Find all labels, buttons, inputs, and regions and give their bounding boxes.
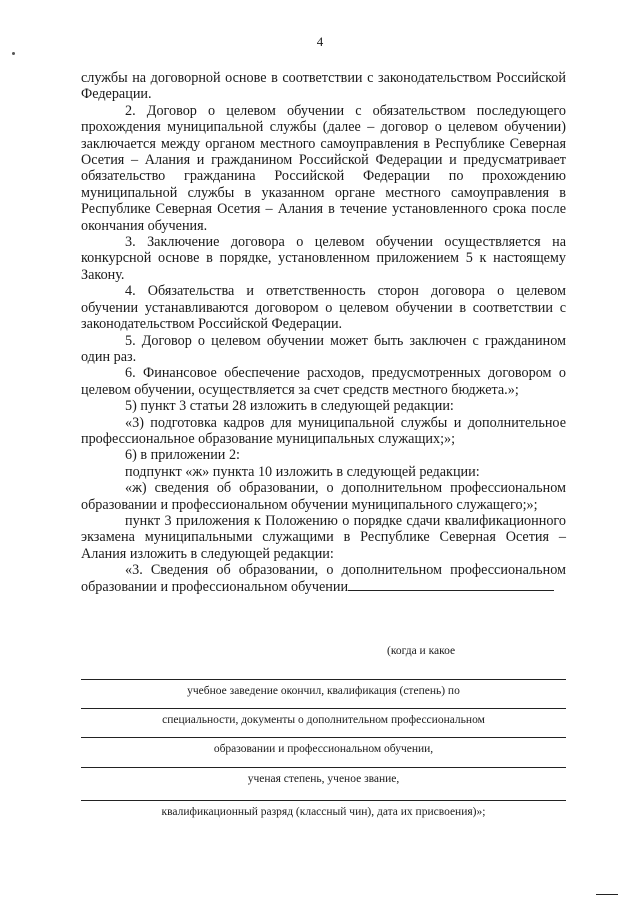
form-caption-rank: квалификационный разряд (классный чин), дата их присвоения)»; [161, 806, 486, 818]
paragraph-continuation: службы на договорной основе в соответствии с законодательством Российской Федерации. [81, 70, 566, 103]
paragraph-quote-3: «3) подготовка кадров для муниципальной службы и дополнительное профессиональное образование муниципальных служащих;»; [81, 414, 566, 447]
paragraph-item-3: 3. Заключение договора о целевом обучении осуществляется на конкурсной основе в порядке, установленном приложением 5 к настоящему Закону. [81, 234, 566, 283]
body-text [81, 70, 566, 595]
form-caption-training: образовании и профессиональном обучении, [213, 743, 434, 755]
form-caption-when: (когда и какое [387, 645, 456, 657]
paragraph-item-2: 2. Договор о целевом обучении с обязательством последующего прохождения муниципальной службы (далее – договор о целевом обучении) заключается между органом местного самоуправления в Республике Северная Осетия – Алания и гражданином Российской Федерации и предусматривает обязательство гражданина Российской Федерации по прохождению муниципальной службы в указанном органе местного самоуправления в Республике Северная Осетия – Алания в течение установленного срока после окончания обучения. [81, 102, 566, 234]
scan-edge-mark [596, 894, 618, 895]
fill-line [81, 708, 566, 709]
fill-in-line [348, 579, 554, 591]
paragraph-amend-5: 5) пункт 3 статьи 28 изложить в следующей редакции: [125, 398, 454, 415]
page-number: 4 [316, 34, 324, 49]
form-caption-institution: учебное заведение окончил, квалификация (степень) по [187, 685, 460, 697]
paragraph-item-4: 4. Обязательства и ответственность сторон договора о целевом обучении устанавливаются договором о целевом обучении в соответствии с законодательством Российской Федерации. [81, 283, 566, 333]
fill-line [81, 800, 566, 801]
form-caption-specialty: специальности, документы о дополнительном профессиональном [162, 714, 485, 726]
paragraph-quote-zh: «ж) сведения об образовании, о дополнительном профессиональном образовании и профессиональном обучении муниципального служащего;»; [81, 480, 566, 513]
fill-line [81, 767, 566, 768]
scan-speck [12, 52, 15, 55]
paragraph-subpoint-zh: подпункт «ж» пункта 10 изложить в следующей редакции: [125, 463, 480, 480]
fill-line [81, 737, 566, 738]
form-caption-degree: ученая степень, ученое звание, [247, 773, 400, 785]
fill-line [81, 679, 566, 680]
quote-point-3-text: «3. Сведения об образовании, о дополнительном профессиональном образовании и профессиональном обучении [81, 562, 566, 595]
paragraph-quote-point-3 [81, 562, 566, 595]
paragraph-appendix-point-3: пункт 3 приложения к Положению о порядке сдачи квалификационного экзамена муниципальными служащими в Республике Северная Осетия – Алания изложить в следующей редакции: [81, 512, 566, 562]
paragraph-item-6: 6. Финансовое обеспечение расходов, предусмотренных договором о целевом обучении, осуществляется за счет средств местного бюджета.»; [81, 365, 566, 398]
paragraph-amend-6: 6) в приложении 2: [125, 447, 240, 464]
paragraph-item-5: 5. Договор о целевом обучении может быть заключен с гражданином один раз. [81, 332, 566, 365]
